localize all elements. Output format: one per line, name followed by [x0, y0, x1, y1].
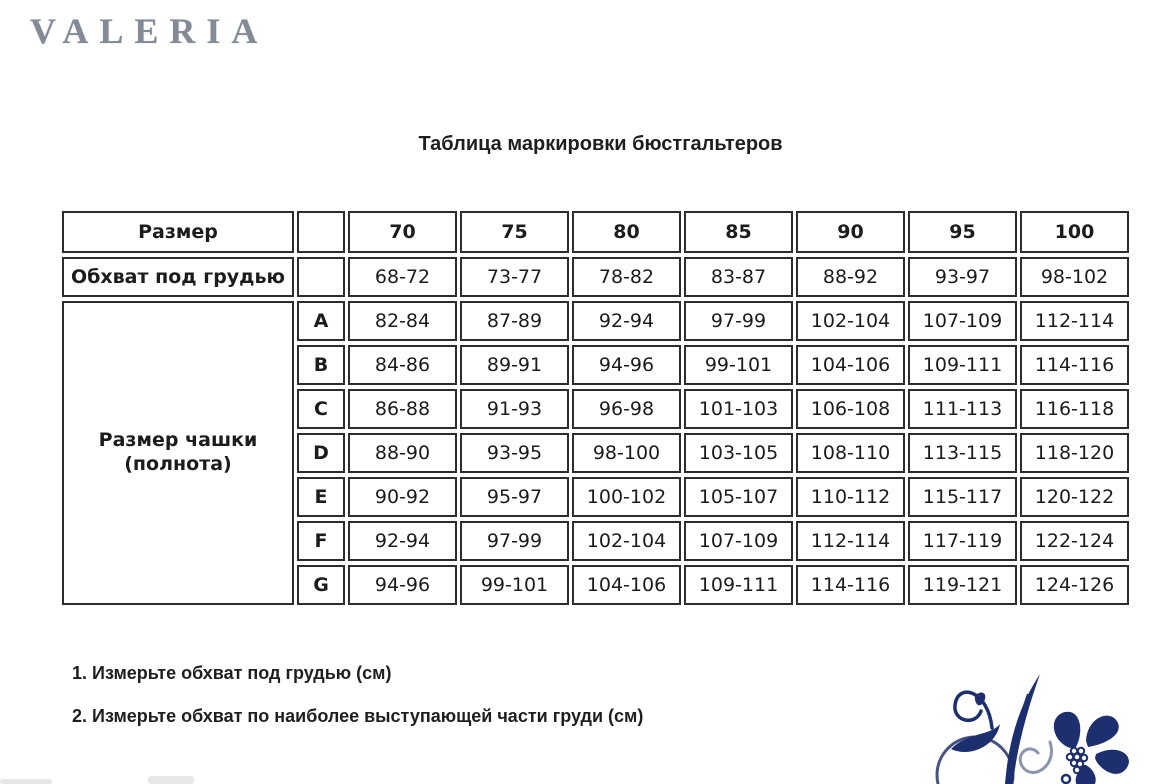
size-header-cell: 95	[908, 211, 1017, 253]
underbust-value-cell: 73-77	[460, 257, 569, 297]
cup-value-cell: 99-101	[684, 345, 793, 385]
table-row-underbust	[62, 257, 1129, 297]
cup-value-cell: 111-113	[908, 389, 1017, 429]
size-header-cell: 80	[572, 211, 681, 253]
cup-value-cell: 94-96	[572, 345, 681, 385]
cup-value-cell: 119-121	[908, 565, 1017, 605]
cup-value-cell: 100-102	[572, 477, 681, 517]
underbust-value-cell: 83-87	[684, 257, 793, 297]
cup-value-cell: 88-90	[348, 433, 457, 473]
measurement-instructions	[72, 663, 643, 749]
cup-value-cell: 104-106	[572, 565, 681, 605]
empty-header-cell	[297, 211, 345, 253]
cup-value-cell: 93-95	[460, 433, 569, 473]
cup-label-line2: (полнота)	[124, 453, 232, 475]
underbust-value-cell: 88-92	[796, 257, 905, 297]
cup-value-cell: 107-109	[684, 521, 793, 561]
cup-value-cell: 114-116	[1020, 345, 1129, 385]
instruction-item-1: 1. Измерьте обхват под грудью (см)	[72, 663, 392, 683]
cup-value-cell: 116-118	[1020, 389, 1129, 429]
size-header-cell: 70	[348, 211, 457, 253]
instruction-item-2: 2. Измерьте обхват по наиболее выступающей части груди (см)	[72, 706, 644, 726]
cup-value-cell: 92-94	[348, 521, 457, 561]
cutoff-text-fragment	[148, 776, 194, 784]
cup-value-cell: 108-110	[796, 433, 905, 473]
size-header-cell: 75	[460, 211, 569, 253]
cup-value-cell: 103-105	[684, 433, 793, 473]
cup-value-cell: 97-99	[684, 301, 793, 341]
cup-value-cell: 106-108	[796, 389, 905, 429]
cup-letter-cell: E	[297, 477, 345, 517]
underbust-value-cell: 78-82	[572, 257, 681, 297]
cup-letter-cell: A	[297, 301, 345, 341]
cup-value-cell: 120-122	[1020, 477, 1129, 517]
size-table	[59, 207, 1132, 609]
cup-value-cell: 86-88	[348, 389, 457, 429]
size-row-label: Размер	[62, 211, 294, 253]
cup-value-cell: 97-99	[460, 521, 569, 561]
cup-value-cell: 109-111	[908, 345, 1017, 385]
cup-letter-cell: G	[297, 565, 345, 605]
cup-value-cell: 114-116	[796, 565, 905, 605]
table-row-cup-a	[62, 301, 1129, 341]
cup-value-cell: 92-94	[572, 301, 681, 341]
cup-value-cell: 109-111	[684, 565, 793, 605]
cup-letter-cell: D	[297, 433, 345, 473]
cup-letter-cell: F	[297, 521, 345, 561]
page-title: Таблица маркировки бюстгальтеров	[418, 133, 783, 155]
cup-value-cell: 124-126	[1020, 565, 1129, 605]
cup-value-cell: 89-91	[460, 345, 569, 385]
cup-value-cell: 105-107	[684, 477, 793, 517]
cup-value-cell: 90-92	[348, 477, 457, 517]
cup-value-cell: 101-103	[684, 389, 793, 429]
size-header-cell: 100	[1020, 211, 1129, 253]
cup-value-cell: 82-84	[348, 301, 457, 341]
cup-value-cell: 122-124	[1020, 521, 1129, 561]
cup-value-cell: 102-104	[572, 521, 681, 561]
cup-value-cell: 112-114	[1020, 301, 1129, 341]
cup-value-cell: 104-106	[796, 345, 905, 385]
cup-value-cell: 117-119	[908, 521, 1017, 561]
brand-logo: VALERIA	[30, 11, 269, 51]
cup-value-cell: 115-117	[908, 477, 1017, 517]
cup-value-cell: 91-93	[460, 389, 569, 429]
size-header-cell: 90	[796, 211, 905, 253]
underbust-value-cell: 98-102	[1020, 257, 1129, 297]
floral-swirl-ornament-icon	[928, 662, 1173, 784]
cup-value-cell: 99-101	[460, 565, 569, 605]
cup-size-label	[62, 301, 294, 605]
cup-value-cell: 107-109	[908, 301, 1017, 341]
cup-value-cell: 94-96	[348, 565, 457, 605]
underbust-value-cell: 93-97	[908, 257, 1017, 297]
cup-label-line1: Размер чашки	[98, 429, 258, 452]
cup-value-cell: 113-115	[908, 433, 1017, 473]
size-table-container	[59, 207, 1132, 609]
cup-value-cell: 98-100	[572, 433, 681, 473]
size-header-cell: 85	[684, 211, 793, 253]
empty-cell	[297, 257, 345, 297]
cup-value-cell: 95-97	[460, 477, 569, 517]
cup-value-cell: 102-104	[796, 301, 905, 341]
cup-letter-cell: B	[297, 345, 345, 385]
cup-value-cell: 112-114	[796, 521, 905, 561]
cup-value-cell: 87-89	[460, 301, 569, 341]
cup-value-cell: 110-112	[796, 477, 905, 517]
cup-value-cell: 84-86	[348, 345, 457, 385]
underbust-row-label: Обхват под грудью	[62, 257, 294, 297]
underbust-value-cell: 68-72	[348, 257, 457, 297]
cup-value-cell: 118-120	[1020, 433, 1129, 473]
cup-letter-cell: C	[297, 389, 345, 429]
table-row-sizes	[62, 211, 1129, 253]
cutoff-text-fragment	[0, 779, 52, 784]
cup-value-cell: 96-98	[572, 389, 681, 429]
